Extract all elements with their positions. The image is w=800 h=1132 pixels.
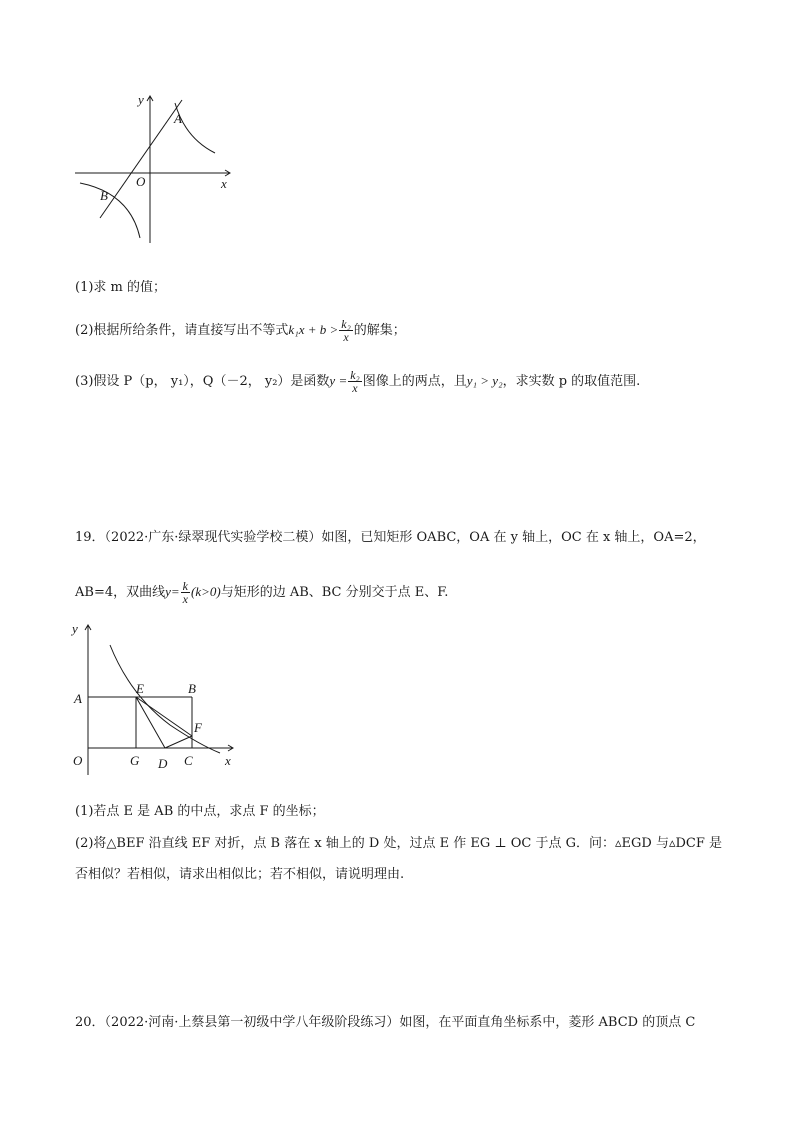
q18-part2-fraction [339,318,353,343]
y-axis-label: y [72,621,78,636]
q19-func-lhs: y= [165,584,180,599]
q18-part2-fraction-den: x [343,330,349,344]
segment-ef [136,697,192,736]
q18-part3-b: 图像上的两点，且 [362,374,467,389]
q19-line2 [75,580,448,605]
q19-fraction-den: x [182,592,188,606]
q18-part3 [75,369,640,394]
q18-part2-ineq-left: k₁x + b > [288,322,339,337]
q18-part2 [75,318,406,343]
linear-function-line [100,100,182,218]
point-b-label: B [100,188,108,203]
q18-part3-a: (3)假设 P（p， y₁），Q（－2， y₂）是函数 [75,374,330,389]
hyperbola-branch-third-quadrant [80,183,140,238]
label-c: C [184,753,193,768]
y-axis-label: y [138,92,144,107]
q18-part3-cond: y₁ > y₂ [466,373,503,388]
q18-part1: (1)求 m 的值； [75,280,167,295]
label-f: F [194,720,202,735]
point-a-label: A [174,111,182,126]
label-b: B [188,681,196,696]
x-axis-label: x [225,753,231,768]
q18-part3-fraction [348,369,362,394]
q19-fraction [181,580,190,605]
q19-line2-b: 与矩形的边 AB、BC 分别交于点 E、F. [220,585,449,600]
q19-part1: (1)若点 E 是 AB 的中点，求点 F 的坐标； [75,804,325,819]
q19-part2-line1: (2)将△BEF 沿直线 EF 对折，点 B 落在 x 轴上的 D 处，过点 E 作 EG ⊥ OC 于点 G．问：▵EGD 与▵DCF 是 [75,836,722,851]
q19-part2-line2: 否相似？若相似，请求出相似比；若不相似，请说明理由. [75,867,405,882]
q18-part2-suffix: 的解集； [353,323,406,338]
origin-label: O [136,174,146,189]
q18-part3-fraction-den: x [352,381,358,395]
q20-line1: 20．（2022·河南·上蔡县第一初级中学八年级阶段练习）如图，在平面直角坐标系中，菱形 ABCD 的顶点 C [75,1015,696,1030]
label-e: E [136,681,144,696]
label-d: D [158,756,168,771]
q19-line2-a: AB=4，双曲线 [75,585,166,600]
figure-linear-hyperbola [70,88,240,248]
label-g: G [130,753,140,768]
label-a: A [74,691,82,706]
segment-ed [136,697,165,748]
q18-part2-fraction-num: k₂ [341,317,351,331]
label-o: O [73,753,83,768]
q19-fraction-num: k [182,579,188,593]
segment-df [165,736,192,748]
figure-rectangle-hyperbola [70,615,245,775]
q18-part3-c: ，求实数 p 的取值范围. [502,374,641,389]
x-axis-label: x [221,176,227,191]
q18-part3-func-lhs: y = [329,373,348,388]
hyperbola-curve [110,645,220,753]
q18-part3-fraction-num: k₂ [350,368,360,382]
q19-func-cond: (k>0) [190,584,221,599]
q18-part2-prefix: (2)根据所给条件，请直接写出不等式 [75,323,289,338]
q19-line1: 19．（2022·广东·绿翠现代实验学校二模）如图，已知矩形 OABC，OA 在 y 轴上，OC 在 x 轴上，OA=2， [75,530,706,545]
